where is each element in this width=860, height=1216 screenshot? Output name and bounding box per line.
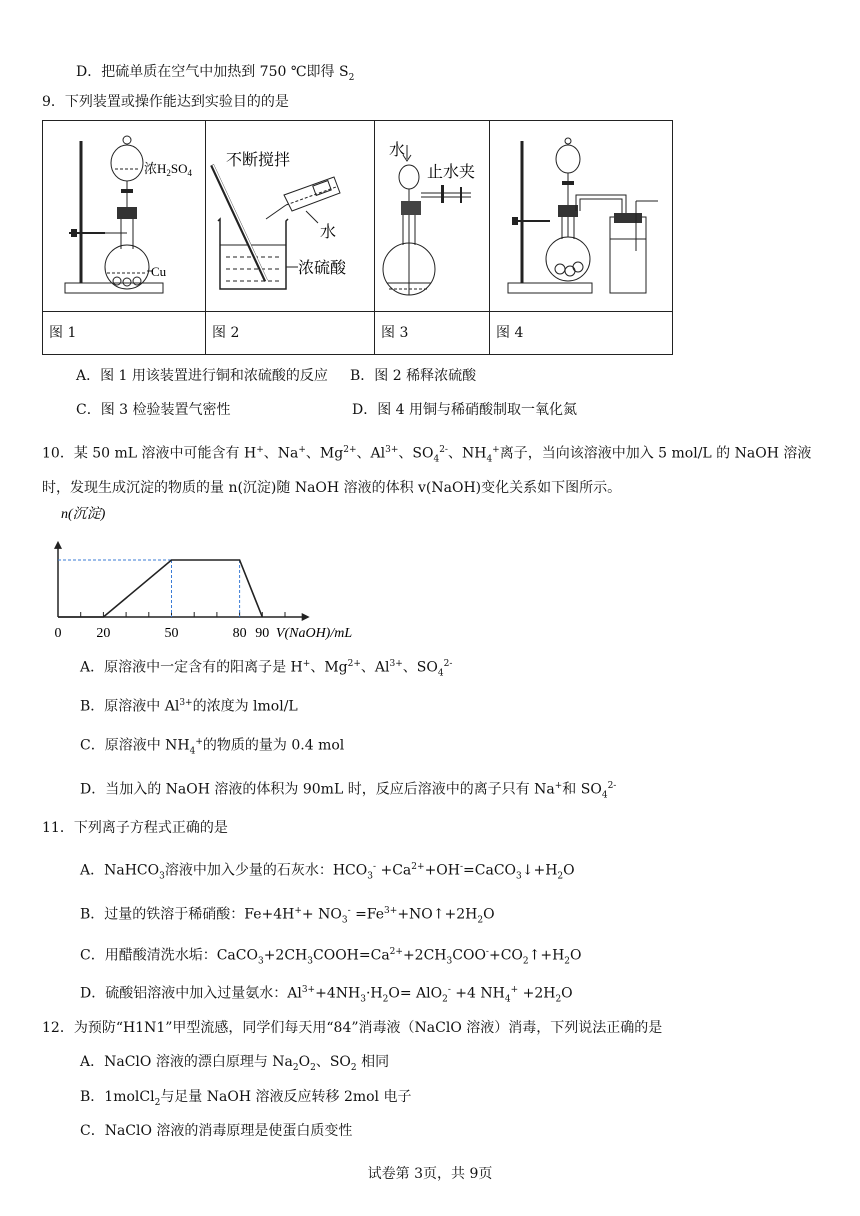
fig1-cell: [43, 121, 206, 312]
fig4-apparatus: [490, 121, 672, 311]
x-axis-arrow: [302, 613, 310, 621]
series-line: [58, 560, 262, 617]
x-tick-label: 80: [232, 626, 247, 640]
fig2-acid-label: 浓硫酸: [298, 258, 347, 277]
q11-option-c: C．用醋酸清洗水垢：$CaCO_3+2CH_3COOH=Ca^{2+}+2CH_3COO^-+CO_2↑+H_2O$: [80, 947, 582, 967]
fig2-stir-label: 不断搅拌: [226, 150, 291, 169]
fig4-caption: 图 4: [490, 312, 673, 355]
q9-option-d: D．图 4 用铜与稀硝酸制取一氧化氮: [352, 402, 578, 418]
q9-option-c: C．图 3 检验装置气密性: [76, 402, 231, 418]
q11-stem: 11．下列离子方程式正确的是: [42, 820, 228, 836]
y-axis-label: n(沉淀): [61, 507, 106, 522]
fig2-cell: [206, 121, 375, 312]
q10-option-c: C．原溶液中 $NH_4^+$的物质的量为 0.4 mol: [80, 737, 345, 757]
fig4-cell: [490, 121, 673, 312]
fig1-acid-label: 浓$H_2SO_4$: [144, 161, 193, 178]
q9-option-a: A．图 1 用该装置进行铜和浓硫酸的反应: [76, 368, 328, 384]
fig3-water-label: 水: [389, 140, 406, 159]
fig2-caption: 图 2: [206, 312, 375, 355]
y-axis-arrow: [54, 541, 62, 549]
q11-option-d: D．硫酸铝溶液中加入过量氨水：$Al^{3+}+4NH_3\cdot H_2O= AlO_2^- +4$ $NH_4^+ +2H_2O$: [80, 985, 573, 1005]
fig3-apparatus: [375, 121, 489, 311]
q12-option-c: C．NaClO 溶液的消毒原理是使蛋白质变性: [80, 1123, 353, 1139]
q11-option-a: A．NaHCO$_3$溶液中加入少量的石灰水：$HCO_3^-$ $+Ca^{2+}+OH^-=CaCO_3↓+H_2O$: [80, 862, 575, 882]
q8-option-d: D．把硫单质在空气中加热到 750 ℃即得 $S_2$: [76, 64, 355, 83]
q12-option-a: A．NaClO 溶液的漂白原理与 $Na_2O_2$、$SO_2$ 相同: [80, 1054, 390, 1073]
fig3-clamp-label: 止水夹: [427, 162, 476, 181]
x-tick-label: 50: [164, 626, 179, 640]
fig1-caption: 图 1: [43, 312, 206, 355]
q10-option-b: B．原溶液中 $Al^{3+}$的浓度为 lmol/L: [80, 698, 298, 715]
q11-option-b: B．过量的铁溶于稀硝酸：$Fe+4H^++ NO_3^-$ $=Fe^{3+}+NO↑+2H_2O$: [80, 906, 495, 926]
fig2-water-label: 水: [320, 222, 337, 241]
q10-option-d: D．当加入的 NaOH 溶液的体积为 90mL 时，反应后溶液中的离子只有 Na+和 $SO_4^{2-}$: [80, 781, 617, 801]
x-tick-label: 0: [54, 626, 62, 640]
q12-option-b: B．1molCl$_2$与足量 NaOH 溶液反应转移 2mol 电子: [80, 1089, 412, 1108]
q10-stem-line2: 时，发现生成沉淀的物质的量 n(沉淀)随 NaOH 溶液的体积 v(NaOH)变化关系如下图所示。: [42, 480, 622, 496]
q10-chart: [44, 504, 374, 640]
q10-option-a: A．原溶液中一定含有的阳离子是 H+、$Mg^{2+}$、$Al^{3+}$、$SO_4^{2-}$: [80, 659, 453, 679]
x-axis-label: V(NaOH)/mL: [275, 626, 353, 640]
fig2-apparatus: [206, 121, 374, 311]
q9-stem: 9．下列装置或操作能达到实验目的的是: [42, 94, 289, 110]
q10-stem-line1: 10．某 50 mL 溶液中可能含有 H+、Na+、$Mg^{2+}$、$Al^{3+}$、$SO_4^{2-}$、$NH_4^+$离子，当向该溶液中加入 5 mol/L 的 NaOH 溶液: [42, 445, 812, 465]
fig1-cu-label: Cu: [151, 264, 167, 279]
x-tick-label: 90: [255, 626, 270, 640]
fig3-cell: [375, 121, 490, 312]
q12-stem: 12．为预防“H1N1”甲型流感，同学们每天用“84”消毒液（NaClO 溶液）消毒，下列说法正确的是: [42, 1020, 663, 1036]
page-footer: 试卷第 3页，共 9页: [367, 1166, 493, 1182]
fig1-apparatus: [43, 121, 205, 311]
q9-option-b: B．图 2 稀释浓硫酸: [350, 368, 477, 384]
fig3-caption: 图 3: [375, 312, 490, 355]
x-tick-label: 20: [96, 626, 111, 640]
q9-figure-table: [42, 120, 673, 355]
